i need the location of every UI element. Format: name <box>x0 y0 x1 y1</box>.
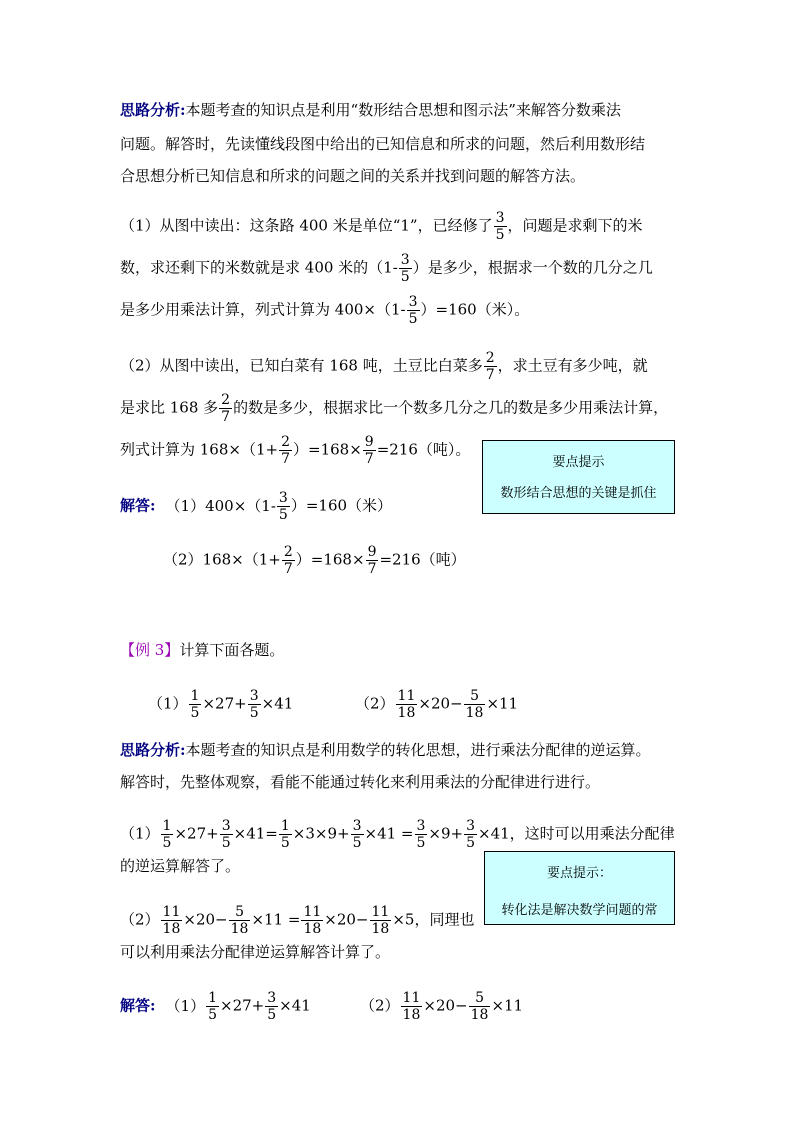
fraction-five-eighteenths <box>469 990 491 1023</box>
example-title: 计算下面各题。 <box>179 641 285 659</box>
numerator: 1 <box>280 818 290 834</box>
text: （2）从图中读出，已知白菜有 168 吨，土豆比白菜多 <box>120 356 483 375</box>
text: ×11 <box>486 694 519 713</box>
answer-line-1 <box>120 490 392 523</box>
fraction-three-fifths <box>248 688 261 721</box>
denominator: 5 <box>400 269 410 285</box>
text: ×11 = <box>251 910 301 929</box>
tip-body: 数形结合思想的关键是抓住 <box>500 486 657 501</box>
text: ×41 <box>279 996 311 1015</box>
step-2-line-2 <box>120 392 668 425</box>
denominator: 7 <box>364 451 374 467</box>
numerator: 11 <box>402 990 421 1006</box>
fraction-three-fifths <box>407 294 420 327</box>
text: ×5，同理也 <box>392 910 475 929</box>
text: ，问题是求剩下的米 <box>507 216 643 235</box>
numerator: 11 <box>303 904 322 920</box>
numerator: 2 <box>281 434 291 450</box>
text: ×41，这时可以用乘法分配律 <box>478 824 675 843</box>
fraction-one-fifth <box>206 990 219 1023</box>
denominator: 5 <box>408 311 418 327</box>
text: 是求比 168 多 <box>120 398 219 417</box>
ex3-answer-2 <box>360 990 523 1023</box>
text: ×27+ <box>202 694 247 713</box>
fraction-one-fifth <box>161 818 174 851</box>
fraction-eleven-eighteenths <box>161 904 183 937</box>
text: （2）168×（1+ <box>163 550 281 569</box>
numerator: 2 <box>221 392 231 408</box>
fraction-eleven-eighteenths <box>396 688 418 721</box>
denominator: 5 <box>190 705 200 721</box>
analysis-paragraph-2-line-2: 解答时，先整体观察，看能不能通过转化来利用乘法的分配律进行进行。 <box>120 773 601 791</box>
text: （2） <box>355 694 395 713</box>
tip-body: 转化法是解决数学问题的常 <box>501 903 658 918</box>
step-2-line-3 <box>120 434 470 467</box>
fraction-three-fifths <box>415 818 428 851</box>
text: ×27+ <box>174 824 219 843</box>
ex3-step-1-line-2: 的逆运算解答了。 <box>120 857 241 875</box>
numerator: 11 <box>371 904 390 920</box>
text: ×41= <box>233 824 278 843</box>
text: （1） <box>165 996 206 1015</box>
text: ）=168× <box>295 550 365 569</box>
numerator: 2 <box>485 350 495 366</box>
numerator: 3 <box>352 818 362 834</box>
text: （2） <box>360 996 400 1015</box>
numerator: 3 <box>495 210 505 226</box>
tip-title: 要点提示： <box>546 866 612 881</box>
text: ×20− <box>418 694 463 713</box>
fraction-nine-sevenths <box>366 544 379 577</box>
text: ×20− <box>423 996 468 1015</box>
step-1-line-2 <box>120 252 653 285</box>
example-3-heading <box>120 640 284 660</box>
denominator: 5 <box>162 835 172 851</box>
key-point-tip-box <box>482 440 675 514</box>
fraction-three-fifths <box>277 490 290 523</box>
analysis-paragraph-1-line-2: 问题。解答时，先读懂线段图中给出的已知信息和所求的问题，然后利用数形结 <box>120 135 646 153</box>
analysis-label: 思路分析: <box>120 741 186 759</box>
denominator: 18 <box>470 1007 489 1023</box>
fraction-three-fifths <box>399 252 412 285</box>
numerator: 1 <box>208 990 218 1006</box>
denominator: 5 <box>495 227 505 243</box>
denominator: 5 <box>208 1007 218 1023</box>
fraction-two-sevenths <box>219 392 232 425</box>
text: 是多少用乘法计算，列式计算为 400×（1- <box>120 300 406 319</box>
text: 数，求还剩下的米数就是求 400 米的（1- <box>120 258 398 277</box>
answer-label: 解答: <box>120 496 156 515</box>
denominator: 18 <box>371 921 390 937</box>
fraction-three-fifths <box>265 990 278 1023</box>
ex3-answer-1 <box>120 990 311 1023</box>
text: ×20− <box>324 910 369 929</box>
tip-title: 要点提示 <box>552 455 605 470</box>
numerator: 2 <box>283 544 293 560</box>
text: 列式计算为 168×（1+ <box>120 440 279 459</box>
fraction-two-sevenths <box>484 350 497 383</box>
numerator: 3 <box>278 490 288 506</box>
text: ×11 <box>491 996 524 1015</box>
denominator: 7 <box>221 409 231 425</box>
denominator: 18 <box>397 705 416 721</box>
fraction-five-eighteenths <box>464 688 486 721</box>
step-2-line-1 <box>120 350 648 383</box>
denominator: 5 <box>249 705 259 721</box>
numerator: 11 <box>397 688 416 704</box>
text: （1） <box>148 694 188 713</box>
numerator: 5 <box>464 688 486 705</box>
denominator: 7 <box>367 561 377 577</box>
ex3-step-1-line-1 <box>120 818 675 851</box>
denominator: 5 <box>221 835 231 851</box>
analysis-paragraph-1-line-3: 合思想分析已知信息和所求的问题之间的关系并找到问题的解答方法。 <box>120 167 586 185</box>
numerator: 11 <box>162 904 181 920</box>
fraction-three-fifths <box>464 818 477 851</box>
key-point-tip-box-2 <box>484 851 675 925</box>
text: ×9+ <box>428 824 464 843</box>
text: （2） <box>120 910 160 929</box>
fraction-one-fifth <box>189 688 202 721</box>
fraction-two-sevenths <box>282 544 295 577</box>
fraction-one-fifth <box>279 818 292 851</box>
numerator: 1 <box>162 818 172 834</box>
text: ×27+ <box>220 996 265 1015</box>
step-1-line-3 <box>120 294 529 327</box>
text: ，求土豆有多少吨，就 <box>497 356 648 375</box>
ex3-step-2-line-1 <box>120 904 474 937</box>
fraction-two-sevenths <box>279 434 292 467</box>
fraction-three-fifths <box>351 818 364 851</box>
text: ）=160（米） <box>290 496 393 515</box>
denominator: 5 <box>416 835 426 851</box>
question-1 <box>148 688 293 721</box>
denominator: 7 <box>283 561 293 577</box>
fraction-eleven-eighteenths <box>401 990 423 1023</box>
fraction-three-fifths <box>494 210 507 243</box>
denominator: 5 <box>278 507 288 523</box>
text: =216（吨） <box>379 550 466 569</box>
denominator: 18 <box>303 921 322 937</box>
example-tag: 【例 3】 <box>120 641 180 659</box>
text: ）=160（米）。 <box>420 300 530 319</box>
denominator: 7 <box>281 451 291 467</box>
fraction-five-eighteenths <box>229 904 251 937</box>
ex3-step-2-line-2: 可以利用乘法分配律逆运算解答计算了。 <box>120 943 391 961</box>
denominator: 18 <box>162 921 181 937</box>
text: ）是多少，根据求一个数的几分之几 <box>412 258 653 277</box>
denominator: 5 <box>352 835 362 851</box>
numerator: 3 <box>400 252 410 268</box>
text: 的数是多少，根据求比一个数多几分之几的数是多少用乘法计算， <box>233 398 669 417</box>
step-1-line-1 <box>120 210 643 243</box>
text: ×3×9+ <box>292 824 350 843</box>
text: （1）400×（1- <box>165 496 276 515</box>
denominator: 5 <box>466 835 476 851</box>
text: （1） <box>120 824 160 843</box>
text: （1）从图中读出：这条路 400 米是单位“1”，已经修了 <box>120 216 493 235</box>
numerator: 5 <box>229 904 251 921</box>
answer-line-2 <box>163 544 466 577</box>
fraction-nine-sevenths <box>363 434 376 467</box>
numerator: 3 <box>221 818 231 834</box>
analysis-label: 思路分析: <box>120 101 186 119</box>
numerator: 3 <box>408 294 418 310</box>
numerator: 3 <box>416 818 426 834</box>
denominator: 7 <box>485 367 495 383</box>
text: 本题考查的知识点是利用“数形结合思想和图示法”来解答分数乘法 <box>185 101 621 119</box>
denominator: 18 <box>465 705 484 721</box>
numerator: 3 <box>466 818 476 834</box>
text: =216（吨）。 <box>376 440 471 459</box>
text: ×20− <box>183 910 228 929</box>
text: 本题考查的知识点是利用数学的转化思想，进行乘法分配律的逆运算。 <box>185 741 651 759</box>
analysis-paragraph-1-line-1 <box>120 100 621 120</box>
numerator: 3 <box>267 990 277 1006</box>
text: ）=168× <box>293 440 362 459</box>
answer-label: 解答: <box>120 996 156 1015</box>
analysis-paragraph-2-line-1 <box>120 740 651 760</box>
numerator: 3 <box>249 688 259 704</box>
numerator: 9 <box>364 434 374 450</box>
text: ×41 = <box>364 824 414 843</box>
denominator: 18 <box>230 921 249 937</box>
denominator: 5 <box>280 835 290 851</box>
question-2 <box>355 688 518 721</box>
numerator: 5 <box>469 990 491 1007</box>
fraction-three-fifths <box>220 818 233 851</box>
text: ×41 <box>261 694 294 713</box>
fraction-eleven-eighteenths <box>370 904 392 937</box>
fraction-eleven-eighteenths <box>301 904 323 937</box>
numerator: 9 <box>367 544 377 560</box>
denominator: 5 <box>267 1007 277 1023</box>
denominator: 18 <box>402 1007 421 1023</box>
numerator: 1 <box>190 688 200 704</box>
